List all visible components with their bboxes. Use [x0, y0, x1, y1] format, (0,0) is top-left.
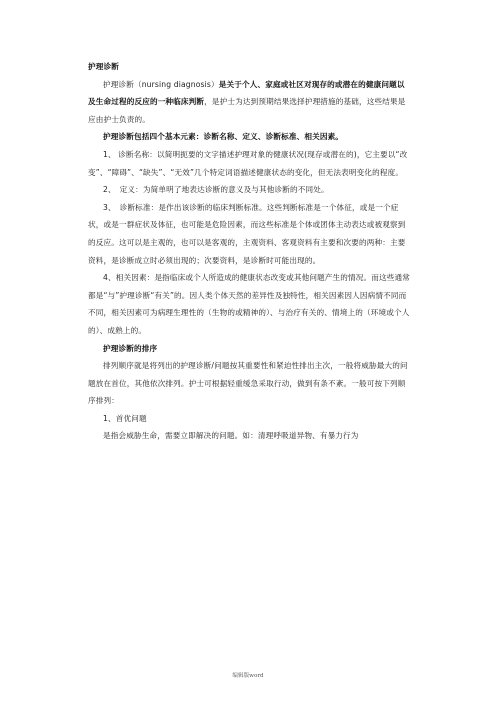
order-paragraph: 排列顺序就是将列出的护理诊断/问题按其重要性和紧迫性排出主次，一般将威胁最大的问题放在首位，其他依次排列。护士可根据轻重缓急采取行动，做到有条不紊。一般可按下列顺序排列： — [88, 361, 408, 406]
intro-paragraph — [88, 76, 412, 129]
item-related-factors: 4、相关因素：是指临床或个人所造成的健康状态改变或其他问题产生的情况。而这些通常都是“与”护理诊断“有关”的。因人类个体天然的差异性及独特性，相关因素因人因病情不同而不同，相关因素可为病理生理性的（生物的或精神的）、与治疗有关的、情境上的（环境或个人的）、成熟上的。 — [88, 273, 410, 335]
document-body — [88, 58, 412, 445]
intro-bold-definition: 是关于个人、家庭或社区对现存的或潜在的健康问题以及生命过程的反应的一种临床判断 — [88, 79, 405, 107]
elements-heading: 护理诊断包括四个基本元素：诊断名称、定义、诊断标准、相关因素。 — [103, 132, 344, 142]
intro-text-a: 护理诊断（nursing diagnosis） — [103, 79, 219, 89]
order-heading: 护理诊断的排序 — [103, 343, 158, 353]
item-diagnosis-name: 1、 诊断名称：以简明扼要的文字描述护理对象的健康状况(现存或潜在的)，它主要以“改变”、“障碍”、“缺失”、“无效”几个特定词语描述健康状态的变化，但无法表明变化的程度。 — [88, 149, 408, 177]
page-footer: 编辑版word — [232, 673, 264, 679]
section-title: 护理诊断 — [88, 62, 119, 71]
first-priority-text: 是指会威胁生命，需要立即解决的问题。如：清理呼吸道异物、有暴力行为 — [103, 431, 359, 441]
intro-text-b: ，是护士为达到预期结果选择护理措施的基础，这些结果是应由护士负责的。 — [88, 97, 406, 124]
subheading-first-priority: 1、首优问题 — [103, 413, 147, 423]
item-criteria: 3、 诊断标准：是作出该诊断的临床判断标准。这些判断标准是一个体征，或是一个症状，或是一群症状及体征，也可能是危险因素，而这些标准是个体或团体主动表达或被观察到的反应。这可以是主观的，也可以是客观的，主观资料、客观资料有主要和次要的两种：主要资料，是诊断成立时必须出现的；次要资料，是诊断时可能出现的。 — [88, 202, 406, 265]
item-definition: 2、 定义：为简单明了地表达诊断的意义及与其他诊断的不同处。 — [103, 185, 329, 195]
